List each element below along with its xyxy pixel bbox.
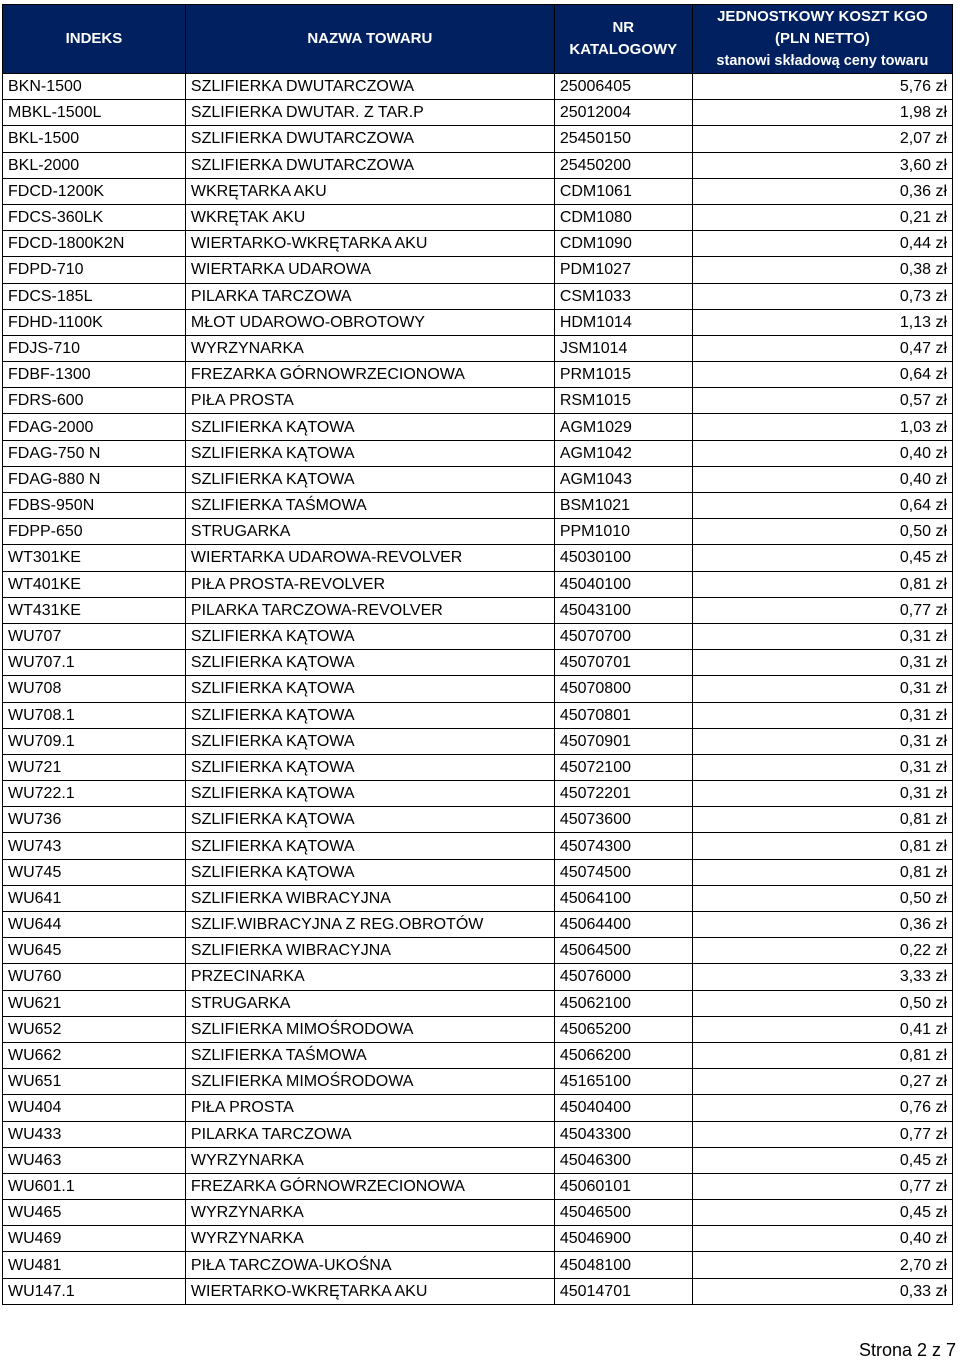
table-row xyxy=(3,1016,953,1042)
table-row xyxy=(3,676,953,702)
table-row xyxy=(3,362,953,388)
cell-index: WU709.1 xyxy=(3,728,186,754)
cell-catalog: 25450200 xyxy=(554,152,692,178)
cell-catalog: PDM1027 xyxy=(554,257,692,283)
cell-cost: 1,13 zł xyxy=(692,309,952,335)
cell-name: SZLIFIERKA KĄTOWA xyxy=(185,833,554,859)
cell-cost: 0,40 zł xyxy=(692,440,952,466)
cell-index: WU760 xyxy=(3,964,186,990)
cell-index: WU708 xyxy=(3,676,186,702)
table-row xyxy=(3,938,953,964)
cell-index: WU722.1 xyxy=(3,781,186,807)
cell-cost: 0,45 zł xyxy=(692,545,952,571)
cell-cost: 0,50 zł xyxy=(692,885,952,911)
cell-catalog: 45048100 xyxy=(554,1252,692,1278)
cell-name: WYRZYNARKA xyxy=(185,1226,554,1252)
cell-catalog: 45073600 xyxy=(554,807,692,833)
cell-cost: 0,31 zł xyxy=(692,676,952,702)
cell-name: STRUGARKA xyxy=(185,990,554,1016)
cell-catalog: 45074300 xyxy=(554,833,692,859)
cell-name: WYRZYNARKA xyxy=(185,1200,554,1226)
cell-catalog: 45066200 xyxy=(554,1042,692,1068)
table-row xyxy=(3,466,953,492)
cell-index: WU662 xyxy=(3,1042,186,1068)
cell-index: FDHD-1100K xyxy=(3,309,186,335)
cell-index: WU463 xyxy=(3,1147,186,1173)
cell-name: SZLIFIERKA TAŚMOWA xyxy=(185,493,554,519)
cell-cost: 1,03 zł xyxy=(692,414,952,440)
cell-cost: 5,76 zł xyxy=(692,74,952,100)
table-row xyxy=(3,152,953,178)
cell-name: SZLIFIERKA MIMOŚRODOWA xyxy=(185,1069,554,1095)
cell-name: PRZECINARKA xyxy=(185,964,554,990)
cell-index: FDRS-600 xyxy=(3,388,186,414)
cell-index: WU644 xyxy=(3,912,186,938)
cell-cost: 0,31 zł xyxy=(692,728,952,754)
cell-catalog: 45062100 xyxy=(554,990,692,1016)
cell-cost: 0,36 zł xyxy=(692,912,952,938)
table-row xyxy=(3,1042,953,1068)
header-catalog xyxy=(554,5,692,74)
cell-cost: 0,57 zł xyxy=(692,388,952,414)
cell-name: SZLIFIERKA DWUTARCZOWA xyxy=(185,152,554,178)
cell-catalog: 45070701 xyxy=(554,650,692,676)
cell-name: FREZARKA GÓRNOWRZECIONOWA xyxy=(185,1173,554,1199)
table-row xyxy=(3,912,953,938)
cell-name: WKRĘTAK AKU xyxy=(185,204,554,230)
header-cost xyxy=(692,5,952,74)
cell-name: SZLIFIERKA TAŚMOWA xyxy=(185,1042,554,1068)
table-row xyxy=(3,859,953,885)
cell-index: WT301KE xyxy=(3,545,186,571)
cell-cost: 0,81 zł xyxy=(692,833,952,859)
cell-name: PILARKA TARCZOWA xyxy=(185,1121,554,1147)
table-row xyxy=(3,1226,953,1252)
cell-index: FDCD-1800K2N xyxy=(3,231,186,257)
table-row xyxy=(3,100,953,126)
cell-name: PILARKA TARCZOWA-REVOLVER xyxy=(185,597,554,623)
cell-name: PILARKA TARCZOWA xyxy=(185,283,554,309)
cell-cost: 0,64 zł xyxy=(692,362,952,388)
cell-catalog: 45070800 xyxy=(554,676,692,702)
table-row xyxy=(3,440,953,466)
table-row xyxy=(3,231,953,257)
cell-catalog: HDM1014 xyxy=(554,309,692,335)
cell-catalog: 25450150 xyxy=(554,126,692,152)
cell-name: SZLIFIERKA MIMOŚRODOWA xyxy=(185,1016,554,1042)
cell-catalog: 25006405 xyxy=(554,74,692,100)
cell-index: FDCS-360LK xyxy=(3,204,186,230)
cell-cost: 0,64 zł xyxy=(692,493,952,519)
table-body xyxy=(3,74,953,1305)
cell-catalog: 45064400 xyxy=(554,912,692,938)
cell-name: SZLIFIERKA KĄTOWA xyxy=(185,623,554,649)
cell-catalog: 45040400 xyxy=(554,1095,692,1121)
table-row xyxy=(3,204,953,230)
cell-name: WYRZYNARKA xyxy=(185,1147,554,1173)
cell-name: WIERTARKO-WKRĘTARKA AKU xyxy=(185,231,554,257)
cell-name: PIŁA TARCZOWA-UKOŚNA xyxy=(185,1252,554,1278)
table-row xyxy=(3,1200,953,1226)
header-name: NAZWA TOWARU xyxy=(185,5,554,74)
cell-index: WU645 xyxy=(3,938,186,964)
cell-cost: 0,33 zł xyxy=(692,1278,952,1304)
cell-catalog: AGM1042 xyxy=(554,440,692,466)
cell-catalog: 45070801 xyxy=(554,702,692,728)
cell-catalog: 45030100 xyxy=(554,545,692,571)
cell-name: SZLIF.WIBRACYJNA Z REG.OBROTÓW xyxy=(185,912,554,938)
cell-catalog: 45076000 xyxy=(554,964,692,990)
cell-name: SZLIFIERKA KĄTOWA xyxy=(185,781,554,807)
cell-index: WU433 xyxy=(3,1121,186,1147)
cell-index: BKL-2000 xyxy=(3,152,186,178)
cell-cost: 0,81 zł xyxy=(692,571,952,597)
cell-catalog: 45064100 xyxy=(554,885,692,911)
cell-name: SZLIFIERKA DWUTARCZOWA xyxy=(185,74,554,100)
cell-name: SZLIFIERKA KĄTOWA xyxy=(185,754,554,780)
cell-name: SZLIFIERKA WIBRACYJNA xyxy=(185,938,554,964)
cell-index: WU652 xyxy=(3,1016,186,1042)
table-row xyxy=(3,519,953,545)
cell-index: WT431KE xyxy=(3,597,186,623)
table-row xyxy=(3,493,953,519)
cell-cost: 0,77 zł xyxy=(692,1173,952,1199)
cell-name: SZLIFIERKA KĄTOWA xyxy=(185,676,554,702)
cell-cost: 0,81 zł xyxy=(692,807,952,833)
cell-name: MŁOT UDAROWO-OBROTOWY xyxy=(185,309,554,335)
cell-catalog: JSM1014 xyxy=(554,335,692,361)
cell-cost: 0,81 zł xyxy=(692,859,952,885)
cell-cost: 2,70 zł xyxy=(692,1252,952,1278)
cell-cost: 0,76 zł xyxy=(692,1095,952,1121)
cell-cost: 1,98 zł xyxy=(692,100,952,126)
table-row xyxy=(3,650,953,676)
cell-cost: 0,31 zł xyxy=(692,781,952,807)
cell-catalog: BSM1021 xyxy=(554,493,692,519)
cell-index: WU745 xyxy=(3,859,186,885)
table-row xyxy=(3,754,953,780)
cell-name: WYRZYNARKA xyxy=(185,335,554,361)
cell-name: FREZARKA GÓRNOWRZECIONOWA xyxy=(185,362,554,388)
cell-index: FDAG-2000 xyxy=(3,414,186,440)
table-row xyxy=(3,335,953,361)
table-row xyxy=(3,990,953,1016)
cell-cost: 2,07 zł xyxy=(692,126,952,152)
cell-name: PIŁA PROSTA xyxy=(185,1095,554,1121)
cell-cost: 0,31 zł xyxy=(692,650,952,676)
cell-catalog: CDM1080 xyxy=(554,204,692,230)
table-row xyxy=(3,126,953,152)
table-row xyxy=(3,885,953,911)
cell-catalog: PRM1015 xyxy=(554,362,692,388)
cell-cost: 0,21 zł xyxy=(692,204,952,230)
cell-name: SZLIFIERKA DWUTARCZOWA xyxy=(185,126,554,152)
cell-cost: 0,47 zł xyxy=(692,335,952,361)
cell-catalog: 45014701 xyxy=(554,1278,692,1304)
cell-index: WU147.1 xyxy=(3,1278,186,1304)
cell-catalog: 45043300 xyxy=(554,1121,692,1147)
cell-index: FDPP-650 xyxy=(3,519,186,545)
cell-cost: 0,45 zł xyxy=(692,1200,952,1226)
cell-catalog: 45046500 xyxy=(554,1200,692,1226)
header-catalog-line2: KATALOGOWY xyxy=(569,41,678,58)
cell-index: BKL-1500 xyxy=(3,126,186,152)
cell-catalog: 45040100 xyxy=(554,571,692,597)
cell-index: WU465 xyxy=(3,1200,186,1226)
table-row xyxy=(3,1095,953,1121)
table-row xyxy=(3,964,953,990)
cell-cost: 0,81 zł xyxy=(692,1042,952,1068)
table-row xyxy=(3,1121,953,1147)
cell-index: WU469 xyxy=(3,1226,186,1252)
table-row xyxy=(3,571,953,597)
cell-cost: 0,77 zł xyxy=(692,597,952,623)
cell-cost: 0,73 zł xyxy=(692,283,952,309)
cell-cost: 3,60 zł xyxy=(692,152,952,178)
table-row xyxy=(3,74,953,100)
table-row xyxy=(3,833,953,859)
cell-catalog: 45046300 xyxy=(554,1147,692,1173)
cell-cost: 0,36 zł xyxy=(692,178,952,204)
cell-index: WT401KE xyxy=(3,571,186,597)
cell-catalog: 45165100 xyxy=(554,1069,692,1095)
cell-index: MBKL-1500L xyxy=(3,100,186,126)
cell-name: SZLIFIERKA KĄTOWA xyxy=(185,466,554,492)
cell-name: SZLIFIERKA KĄTOWA xyxy=(185,702,554,728)
table-row xyxy=(3,623,953,649)
cell-index: WU481 xyxy=(3,1252,186,1278)
cell-catalog: AGM1029 xyxy=(554,414,692,440)
cell-index: WU621 xyxy=(3,990,186,1016)
cell-catalog: 45060101 xyxy=(554,1173,692,1199)
table-row xyxy=(3,702,953,728)
cell-index: WU736 xyxy=(3,807,186,833)
cell-name: SZLIFIERKA DWUTAR. Z TAR.P xyxy=(185,100,554,126)
table-row xyxy=(3,807,953,833)
cell-catalog: 45065200 xyxy=(554,1016,692,1042)
cell-catalog: 45070901 xyxy=(554,728,692,754)
cell-index: FDPD-710 xyxy=(3,257,186,283)
cell-index: WU601.1 xyxy=(3,1173,186,1199)
header-cost-line2: (PLN NETTO) xyxy=(775,30,870,47)
cell-index: WU708.1 xyxy=(3,702,186,728)
cell-catalog: 45043100 xyxy=(554,597,692,623)
cell-index: FDBS-950N xyxy=(3,493,186,519)
cell-name: PIŁA PROSTA-REVOLVER xyxy=(185,571,554,597)
header-catalog-line1: NR xyxy=(612,19,635,36)
page-number: Strona 2 z 7 xyxy=(858,1340,956,1360)
table-header xyxy=(3,5,953,74)
cell-index: BKN-1500 xyxy=(3,74,186,100)
header-cost-line3: stanowi składową ceny towaru xyxy=(716,53,929,69)
cell-index: WU721 xyxy=(3,754,186,780)
cell-index: FDBF-1300 xyxy=(3,362,186,388)
cell-cost: 0,22 zł xyxy=(692,938,952,964)
cell-cost: 0,31 zł xyxy=(692,702,952,728)
table-row xyxy=(3,283,953,309)
cell-cost: 0,31 zł xyxy=(692,623,952,649)
cell-name: SZLIFIERKA KĄTOWA xyxy=(185,728,554,754)
table-row xyxy=(3,545,953,571)
cell-catalog: CDM1061 xyxy=(554,178,692,204)
header-cost-line1: JEDNOSTKOWY KOSZT KGO xyxy=(717,8,928,25)
table-row xyxy=(3,781,953,807)
table-row xyxy=(3,388,953,414)
table-row xyxy=(3,1147,953,1173)
cell-catalog: 45070700 xyxy=(554,623,692,649)
table-row xyxy=(3,414,953,440)
cell-name: WIERTARKA UDAROWA xyxy=(185,257,554,283)
cell-catalog: PPM1010 xyxy=(554,519,692,545)
price-table xyxy=(2,4,953,1305)
cell-catalog: CDM1090 xyxy=(554,231,692,257)
table-row xyxy=(3,728,953,754)
cell-index: FDCD-1200K xyxy=(3,178,186,204)
cell-catalog: 45072201 xyxy=(554,781,692,807)
table-row xyxy=(3,1069,953,1095)
cell-catalog: 45074500 xyxy=(554,859,692,885)
cell-cost: 0,50 zł xyxy=(692,990,952,1016)
cell-name: SZLIFIERKA KĄTOWA xyxy=(185,807,554,833)
cell-name: WIERTARKA UDAROWA-REVOLVER xyxy=(185,545,554,571)
cell-cost: 0,40 zł xyxy=(692,466,952,492)
cell-name: WKRĘTARKA AKU xyxy=(185,178,554,204)
cell-cost: 0,41 zł xyxy=(692,1016,952,1042)
cell-catalog: RSM1015 xyxy=(554,388,692,414)
cell-name: STRUGARKA xyxy=(185,519,554,545)
cell-index: WU707 xyxy=(3,623,186,649)
cell-index: FDAG-750 N xyxy=(3,440,186,466)
cell-catalog: 45064500 xyxy=(554,938,692,964)
cell-catalog: AGM1043 xyxy=(554,466,692,492)
cell-index: FDCS-185L xyxy=(3,283,186,309)
cell-index: WU404 xyxy=(3,1095,186,1121)
cell-cost: 0,45 zł xyxy=(692,1147,952,1173)
cell-cost: 0,38 zł xyxy=(692,257,952,283)
cell-catalog: CSM1033 xyxy=(554,283,692,309)
cell-index: FDAG-880 N xyxy=(3,466,186,492)
cell-cost: 0,50 zł xyxy=(692,519,952,545)
cell-cost: 0,40 zł xyxy=(692,1226,952,1252)
table-row xyxy=(3,1278,953,1304)
cell-cost: 0,44 zł xyxy=(692,231,952,257)
cell-name: PIŁA PROSTA xyxy=(185,388,554,414)
table-row xyxy=(3,178,953,204)
cell-catalog: 45046900 xyxy=(554,1226,692,1252)
cell-cost: 3,33 zł xyxy=(692,964,952,990)
cell-name: SZLIFIERKA KĄTOWA xyxy=(185,440,554,466)
table-row xyxy=(3,1173,953,1199)
cell-index: WU651 xyxy=(3,1069,186,1095)
cell-cost: 0,27 zł xyxy=(692,1069,952,1095)
cell-index: FDJS-710 xyxy=(3,335,186,361)
cell-cost: 0,31 zł xyxy=(692,754,952,780)
header-index: INDEKS xyxy=(3,5,186,74)
table-row xyxy=(3,309,953,335)
cell-name: SZLIFIERKA KĄTOWA xyxy=(185,859,554,885)
cell-name: WIERTARKO-WKRĘTARKA AKU xyxy=(185,1278,554,1304)
cell-name: SZLIFIERKA KĄTOWA xyxy=(185,650,554,676)
cell-catalog: 45072100 xyxy=(554,754,692,780)
cell-index: WU707.1 xyxy=(3,650,186,676)
cell-index: WU641 xyxy=(3,885,186,911)
cell-cost: 0,77 zł xyxy=(692,1121,952,1147)
cell-index: WU743 xyxy=(3,833,186,859)
table-row xyxy=(3,1252,953,1278)
cell-name: SZLIFIERKA KĄTOWA xyxy=(185,414,554,440)
table-row xyxy=(3,257,953,283)
cell-name: SZLIFIERKA WIBRACYJNA xyxy=(185,885,554,911)
table-row xyxy=(3,597,953,623)
cell-catalog: 25012004 xyxy=(554,100,692,126)
